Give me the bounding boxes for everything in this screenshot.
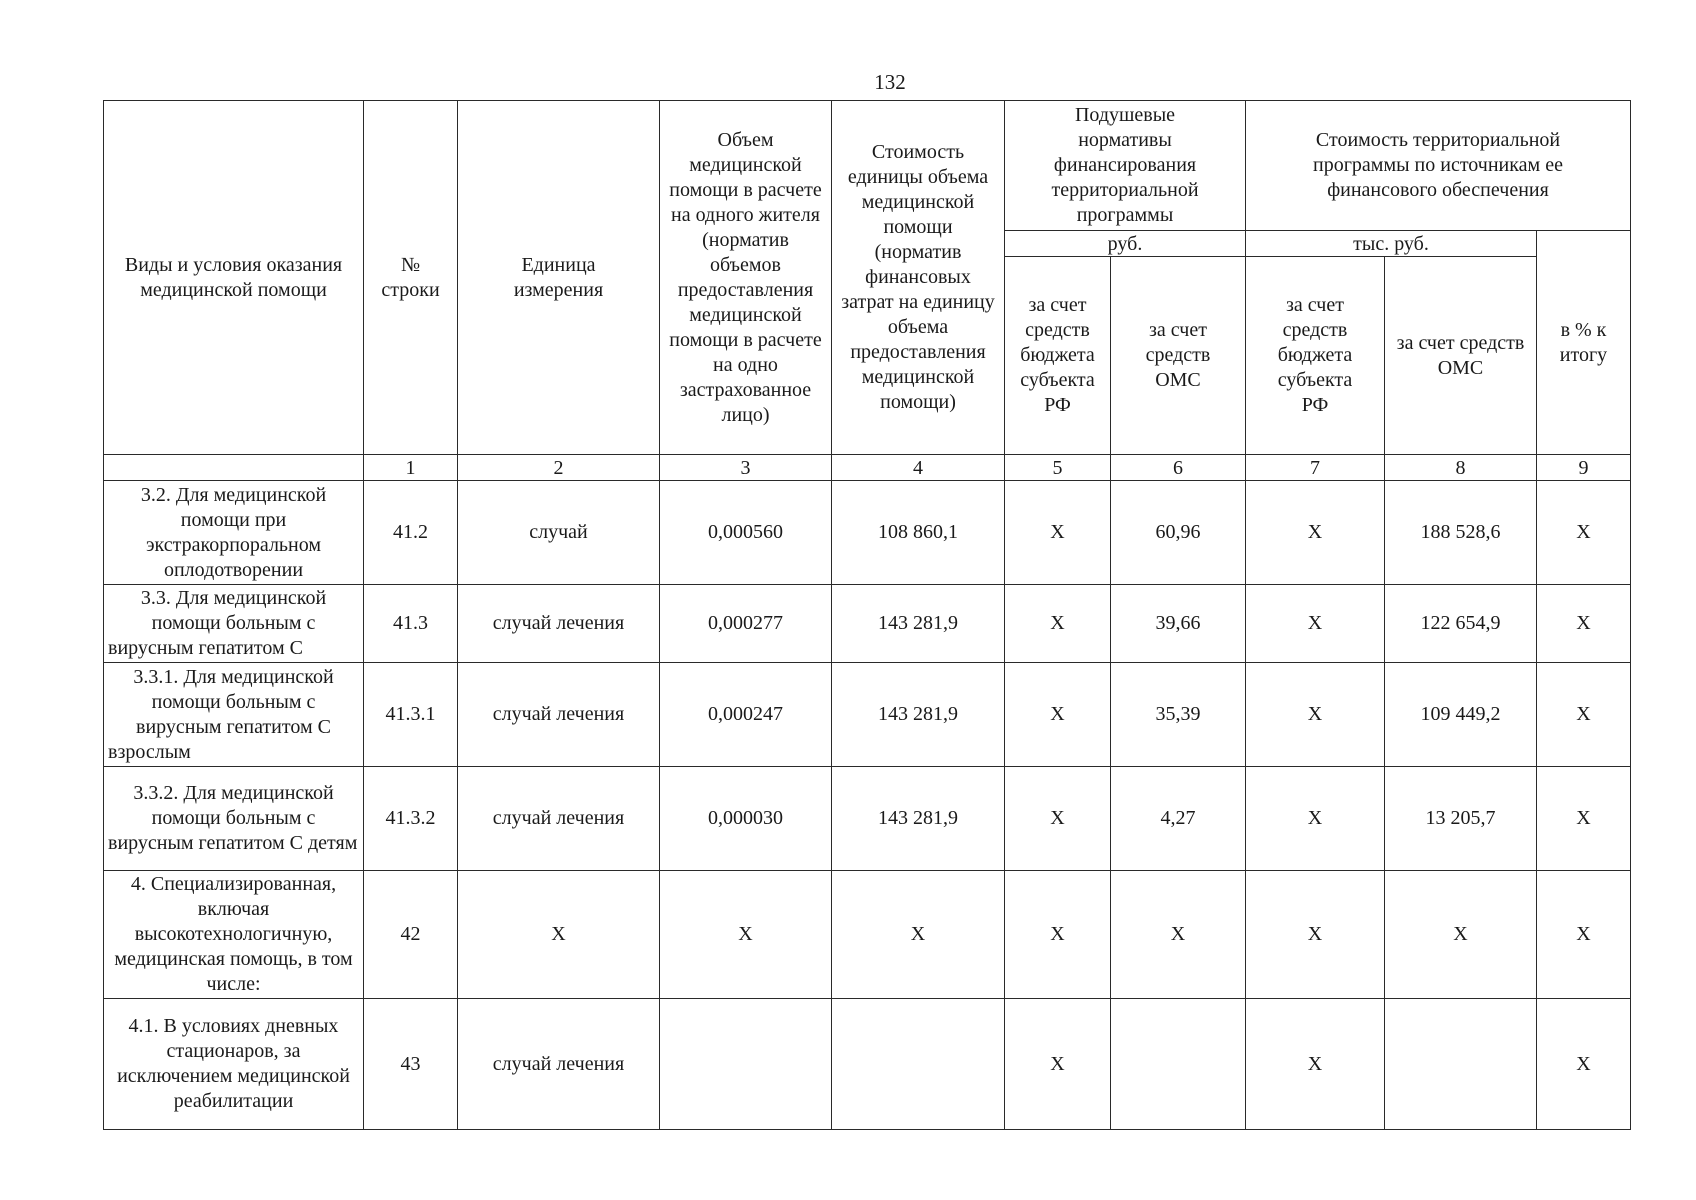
header-percent: в % к итогу <box>1537 231 1631 455</box>
row-percent: Х <box>1537 585 1631 663</box>
row-unit: случай лечения <box>458 767 660 871</box>
row-cost <box>832 999 1005 1130</box>
row-unit: Х <box>458 871 660 999</box>
table-row <box>104 663 1631 767</box>
table-row <box>104 767 1631 871</box>
column-number: 3 <box>660 455 832 481</box>
financing-table <box>103 100 1631 1130</box>
row-oms-rub: 35,39 <box>1111 663 1246 767</box>
header-row-1 <box>104 101 1631 231</box>
column-numbers-row <box>104 455 1631 481</box>
column-number <box>104 455 364 481</box>
header-per-capita: Подушевые нормативы финансирования территориальной программы <box>1005 101 1246 231</box>
row-number: 42 <box>364 871 458 999</box>
row-budget-rub: Х <box>1005 999 1111 1130</box>
row-volume <box>660 999 832 1130</box>
column-number: 8 <box>1385 455 1537 481</box>
column-number: 5 <box>1005 455 1111 481</box>
header-budget-total-text: за счет средств бюджета субъекта РФ <box>1277 294 1353 416</box>
row-kind: 3.2. Для медицинской помощи при экстракорпоральном оплодотворении <box>104 481 364 585</box>
header-total-cost: Стоимость территориальной программы по источникам ее финансового обеспечения <box>1246 101 1631 231</box>
row-volume: Х <box>660 871 832 999</box>
row-cost: Х <box>832 871 1005 999</box>
row-percent: Х <box>1537 663 1631 767</box>
header-budget-rub-text: за счет средств бюджета субъекта РФ <box>1020 294 1095 416</box>
row-volume: 0,000247 <box>660 663 832 767</box>
row-budget-total: Х <box>1246 481 1385 585</box>
page-number: 132 <box>874 70 906 94</box>
row-kind: 3.3.1. Для медицинской помощи больным с вирусным гепатитом С взрослым <box>104 663 364 767</box>
row-number: 43 <box>364 999 458 1130</box>
row-budget-total: Х <box>1246 585 1385 663</box>
row-budget-total: Х <box>1246 663 1385 767</box>
row-budget-rub: Х <box>1005 767 1111 871</box>
row-cost: 143 281,9 <box>832 663 1005 767</box>
row-oms-total: 13 205,7 <box>1385 767 1537 871</box>
column-number: 1 <box>364 455 458 481</box>
row-budget-total: Х <box>1246 999 1385 1130</box>
header-oms-total-text: за счет средств ОМС <box>1396 331 1525 379</box>
table-row <box>104 585 1631 663</box>
column-number: 2 <box>458 455 660 481</box>
row-percent: Х <box>1537 481 1631 585</box>
row-oms-rub: Х <box>1111 871 1246 999</box>
row-budget-total: Х <box>1246 871 1385 999</box>
header-volume: Объем медицинской помощи в расчете на одного жителя (норматив объемов предоставления медицинской помощи в расчете на одно застрахованное лицо) <box>660 101 832 455</box>
column-number: 7 <box>1246 455 1385 481</box>
row-oms-rub: 39,66 <box>1111 585 1246 663</box>
row-volume: 0,000560 <box>660 481 832 585</box>
header-unit-rub: руб. <box>1005 231 1246 257</box>
row-budget-total: Х <box>1246 767 1385 871</box>
row-kind: 4.1. В условиях дневных стационаров, за исключением медицинской реабилитации <box>104 999 364 1130</box>
row-kind: 4. Специализированная, включая высокотехнологичную, медицинская помощь, в том числе: <box>104 871 364 999</box>
row-unit: случай лечения <box>458 663 660 767</box>
row-unit: случай <box>458 481 660 585</box>
row-unit: случай лечения <box>458 585 660 663</box>
row-oms-total <box>1385 999 1537 1130</box>
row-budget-rub: Х <box>1005 481 1111 585</box>
header-oms-total <box>1385 257 1537 455</box>
row-number: 41.3.2 <box>364 767 458 871</box>
row-unit: случай лечения <box>458 999 660 1130</box>
row-oms-rub <box>1111 999 1246 1130</box>
table-row <box>104 999 1631 1130</box>
header-budget-rub <box>1005 257 1111 455</box>
row-kind: 3.3. Для медицинской помощи больным с вирусным гепатитом С <box>104 585 364 663</box>
row-oms-total: 109 449,2 <box>1385 663 1537 767</box>
row-number: 41.3 <box>364 585 458 663</box>
row-volume: 0,000030 <box>660 767 832 871</box>
row-budget-rub: Х <box>1005 663 1111 767</box>
header-unit: Единица измерения <box>458 101 660 455</box>
row-oms-total: Х <box>1385 871 1537 999</box>
row-oms-total: 122 654,9 <box>1385 585 1537 663</box>
row-cost: 108 860,1 <box>832 481 1005 585</box>
header-row-no: № строки <box>364 101 458 455</box>
header-kind: Виды и условия оказания медицинской помощи <box>104 101 364 455</box>
table-row <box>104 481 1631 585</box>
row-oms-rub: 4,27 <box>1111 767 1246 871</box>
row-cost: 143 281,9 <box>832 585 1005 663</box>
row-percent: Х <box>1537 999 1631 1130</box>
row-number: 41.3.1 <box>364 663 458 767</box>
header-unit-thousand-rub: тыс. руб. <box>1246 231 1537 257</box>
row-oms-rub: 60,96 <box>1111 481 1246 585</box>
header-oms-rub-text: за счет средств ОМС <box>1145 319 1211 391</box>
header-oms-rub <box>1111 257 1246 455</box>
row-percent: Х <box>1537 871 1631 999</box>
row-volume: 0,000277 <box>660 585 832 663</box>
row-number: 41.2 <box>364 481 458 585</box>
column-number: 4 <box>832 455 1005 481</box>
row-kind: 3.3.2. Для медицинской помощи больным с вирусным гепатитом С детям <box>104 767 364 871</box>
table-row <box>104 871 1631 999</box>
row-budget-rub: Х <box>1005 585 1111 663</box>
header-cost: Стоимость единицы объема медицинской помощи (норматив финансовых затрат на единицу объема предоставления медицинской помощи) <box>832 101 1005 455</box>
header-budget-total <box>1246 257 1385 455</box>
row-oms-total: 188 528,6 <box>1385 481 1537 585</box>
row-percent: Х <box>1537 767 1631 871</box>
row-cost: 143 281,9 <box>832 767 1005 871</box>
column-number: 6 <box>1111 455 1246 481</box>
row-budget-rub: Х <box>1005 871 1111 999</box>
column-number: 9 <box>1537 455 1631 481</box>
